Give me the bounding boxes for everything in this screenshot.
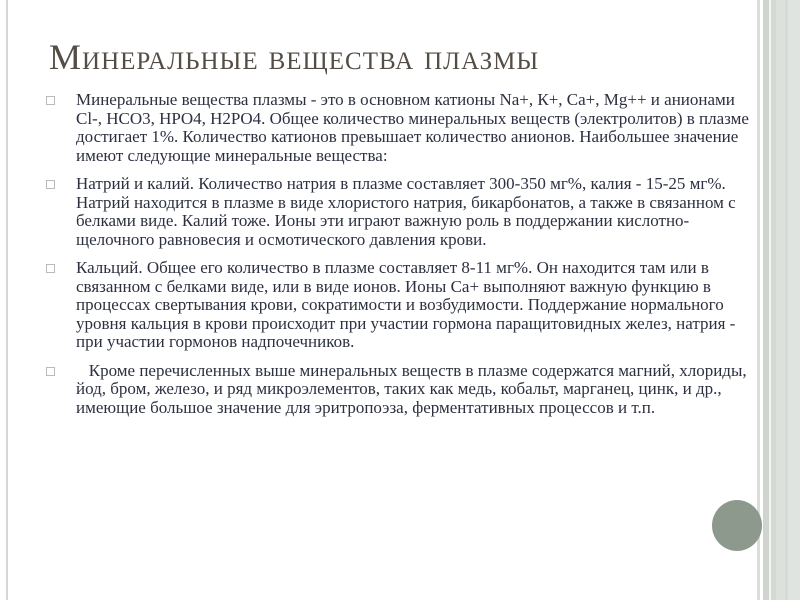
slide-title: Минеральные вещества плазмы bbox=[49, 37, 540, 77]
bullet-list bbox=[46, 91, 758, 427]
right-stripe-band bbox=[757, 0, 800, 600]
list-item bbox=[46, 91, 758, 165]
square-bullet-icon bbox=[46, 180, 55, 189]
bullet-text: Минеральные вещества плазмы - это в основном катионы Na+, К+, Са+, Mg++ и анионами Cl-, HCO3, HPO4, H2PO4. Общее количество минеральных веществ (электролитов) в плазме достигает 1%. Количество катионов превышает количество анионов. Наибольшее значение имеют следующие минеральные вещества: bbox=[76, 90, 749, 165]
square-bullet-icon bbox=[46, 264, 55, 273]
accent-circle bbox=[712, 500, 762, 551]
square-bullet-icon bbox=[46, 367, 55, 376]
bullet-text: Кроме перечисленных выше минеральных веществ в плазме содержатся магний, хлориды, йод, бром, железо, и ряд микроэлементов, таких как медь, кобальт, марганец, цинк, и др., имеющие большое значение для эритропоэза, ферментативных процессов и т.п. bbox=[76, 360, 747, 417]
list-item bbox=[46, 362, 758, 418]
square-bullet-icon bbox=[46, 96, 55, 105]
bullet-text: Натрий и калий. Количество натрия в плазме составляет 300-350 мг%, калия - 15-25 мг%. Натрий находится в плазме в виде хлористого натрия, бикарбонатов, а также в связанном с белками виде. Калий тоже. Ионы эти играют важную роль в поддержании кислотно-щелочного равновесия и осмотического давления крови. bbox=[76, 174, 736, 249]
bullet-text: Кальций. Общее его количество в плазме составляет 8-11 мг%. Он находится там или в связанном с белками виде, или в виде ионов. Ионы Са+ выполняют важную функцию в процессах свертывания крови, сократимости и возбудимости. Поддержание нормального уровня кальция в крови происходит при участии гормона паращитовидных желез, натрия - при участии гормонов надпочечников. bbox=[76, 258, 736, 351]
list-item bbox=[46, 175, 758, 249]
left-border-line bbox=[6, 0, 8, 600]
list-item bbox=[46, 259, 758, 352]
